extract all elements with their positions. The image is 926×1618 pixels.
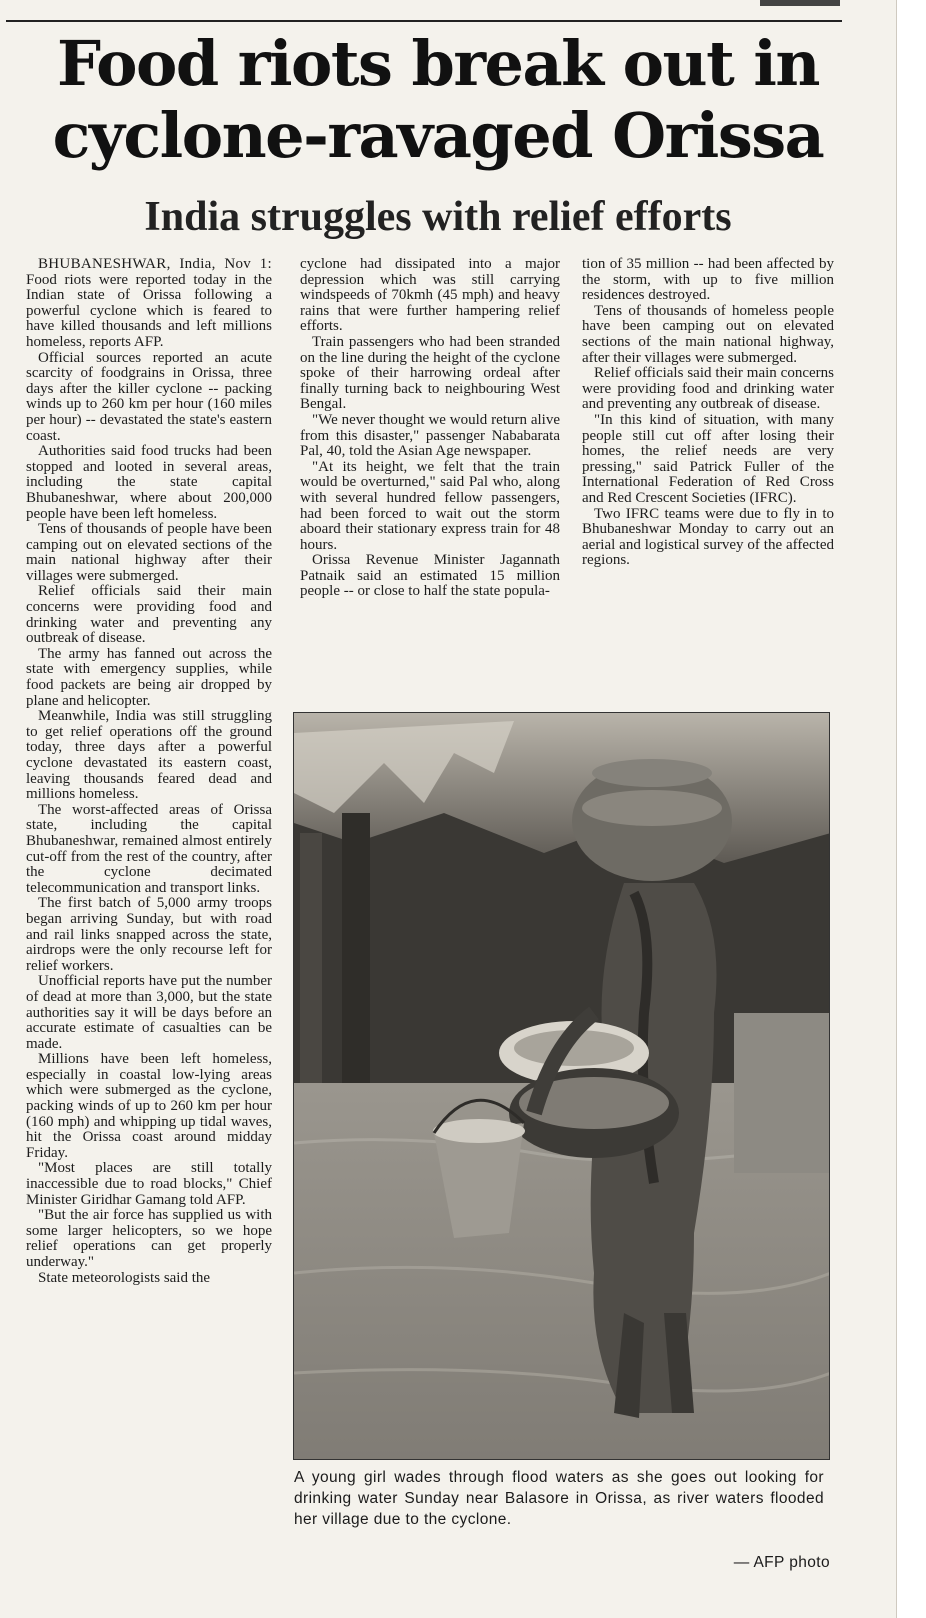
headline-line-1: Food riots break out in — [57, 27, 819, 100]
paragraph: The army has fanned out across the state with emergency supplies, while food packets are being air dropped by plane and helicopter. — [26, 645, 272, 709]
paragraph: Unofficial reports have put the number of dead at more than 3,000, but the state authorities say it will be days before an accurate estimate of casualties can be made. — [26, 973, 272, 1052]
paragraph: Authorities said food trucks had been stopped and looted in several areas, including the state capital Bhubaneshwar, where about 200,000 people have been left homeless. — [26, 443, 272, 522]
article-column-2 — [300, 257, 560, 600]
paragraph: Tens of thousands of homeless people have been camping out on elevated sections of the main national highway, after their villages were submerged. — [582, 302, 834, 366]
flood-photo-illustration — [294, 713, 830, 1460]
lead-text: Food riots were reported today in the Indian state of Orissa following a powerful cyclone which is feared to have killed thousands and left millions homeless, reports AFP. — [26, 271, 272, 350]
paragraph: Two IFRC teams were due to fly in to Bhubaneshwar Monday to carry out an aerial and logistical survey of the affected regions. — [582, 505, 834, 569]
paragraph: Official sources reported an acute scarcity of foodgrains in Orissa, three days after the killer cyclone -- packing winds up to 260 km per hour (160 miles per hour) -- devastated the state's eastern coast. — [26, 349, 272, 444]
photo-caption: A young girl wades through flood waters as she goes out looking for drinking water Sunday near Balasore in Orissa, as river waters flooded her village due to the cyclone. — [294, 1469, 824, 1528]
article-column-3 — [582, 257, 834, 569]
headline-line-2: cyclone-ravaged Orissa — [52, 99, 824, 172]
paragraph: Meanwhile, India was still struggling to get relief operations off the ground today, three days after a powerful cyclone devastated its eastern coast, leaving thousands feared dead and millions homeless. — [26, 708, 272, 803]
article-column-1 — [26, 257, 272, 1286]
top-rule — [6, 20, 842, 22]
paragraph: Orissa Revenue Minister Jagannath Patnaik said an estimated 15 million people -- or close to half the state popula- — [300, 552, 560, 600]
paragraph: Relief officials said their main concerns were providing food and drinking water and preventing any outbreak of disease. — [582, 365, 834, 413]
headline — [8, 28, 868, 172]
paragraph: Train passengers who had been stranded on the line during the height of the cyclone spoke of their harrowing ordeal after finally turning back to neighbouring West Bengal. — [300, 333, 560, 413]
photo-credit: — AFP photo — [733, 1554, 830, 1571]
lead-paragraph — [26, 257, 272, 351]
paragraph: "At its height, we felt that the train would be overturned," said Pal who, along with several hundred fellow passengers, had been forced to wait out the storm aboard their stationary express train for 48 hours. — [300, 458, 560, 553]
paragraph: "But the air force has supplied us with some larger helicopters, so we hope relief operations can get properly underway." — [26, 1207, 272, 1270]
paragraph: Millions have been left homeless, especially in coastal low-lying areas which were submerged as the cyclone, packing winds of up to 260 km per hour (160 mph) and whipping up tidal waves, hit the Orissa coast around midday Friday. — [26, 1051, 272, 1161]
paragraph: cyclone had dissipated into a major depression which was still carrying windspeeds of 70kmh (45 mph) and heavy rains that were further hampering relief efforts. — [300, 256, 560, 335]
paragraph: The first batch of 5,000 army troops began arriving Sunday, but with road and rail links snapped across the state, airdrops were the only recourse left for relief workers. — [26, 895, 272, 974]
top-edge-mark — [760, 0, 840, 6]
paragraph: tion of 35 million -- had been affected by the storm, with up to five million residences destroyed. — [582, 256, 834, 304]
paragraph: "In this kind of situation, with many people still cut off after losing their homes, the relief needs are very pressing," said Patrick Fuller of the International Federation of Red Cross and Red Crescent Societies (IFRC). — [582, 411, 834, 506]
dateline: BHUBANESHWAR, India, Nov 1: — [38, 256, 272, 272]
paragraph: "We never thought we would return alive from this disaster," passenger Nababarata Pal, 40, told the Asian Age newspaper. — [300, 411, 560, 460]
news-photo — [293, 712, 830, 1460]
subheadline: India struggles with relief efforts — [144, 194, 732, 240]
paragraph: Tens of thousands of people have been camping out on elevated sections of the main national highway after their villages were submerged. — [26, 521, 272, 584]
paragraph: State meteorologists said the — [38, 1269, 211, 1286]
paragraph: "Most places are still totally inaccessible due to road blocks," Chief Minister Giridhar Gamang told AFP. — [26, 1160, 272, 1208]
paragraph: Relief officials said their main concerns were providing food and drinking water and preventing any outbreak of disease. — [26, 583, 272, 647]
paragraph: The worst-affected areas of Orissa state, including the capital Bhubaneshwar, remained almost entirely cut-off from the rest of the country, after the cyclone decimated telecommunication and transport links. — [26, 801, 272, 896]
